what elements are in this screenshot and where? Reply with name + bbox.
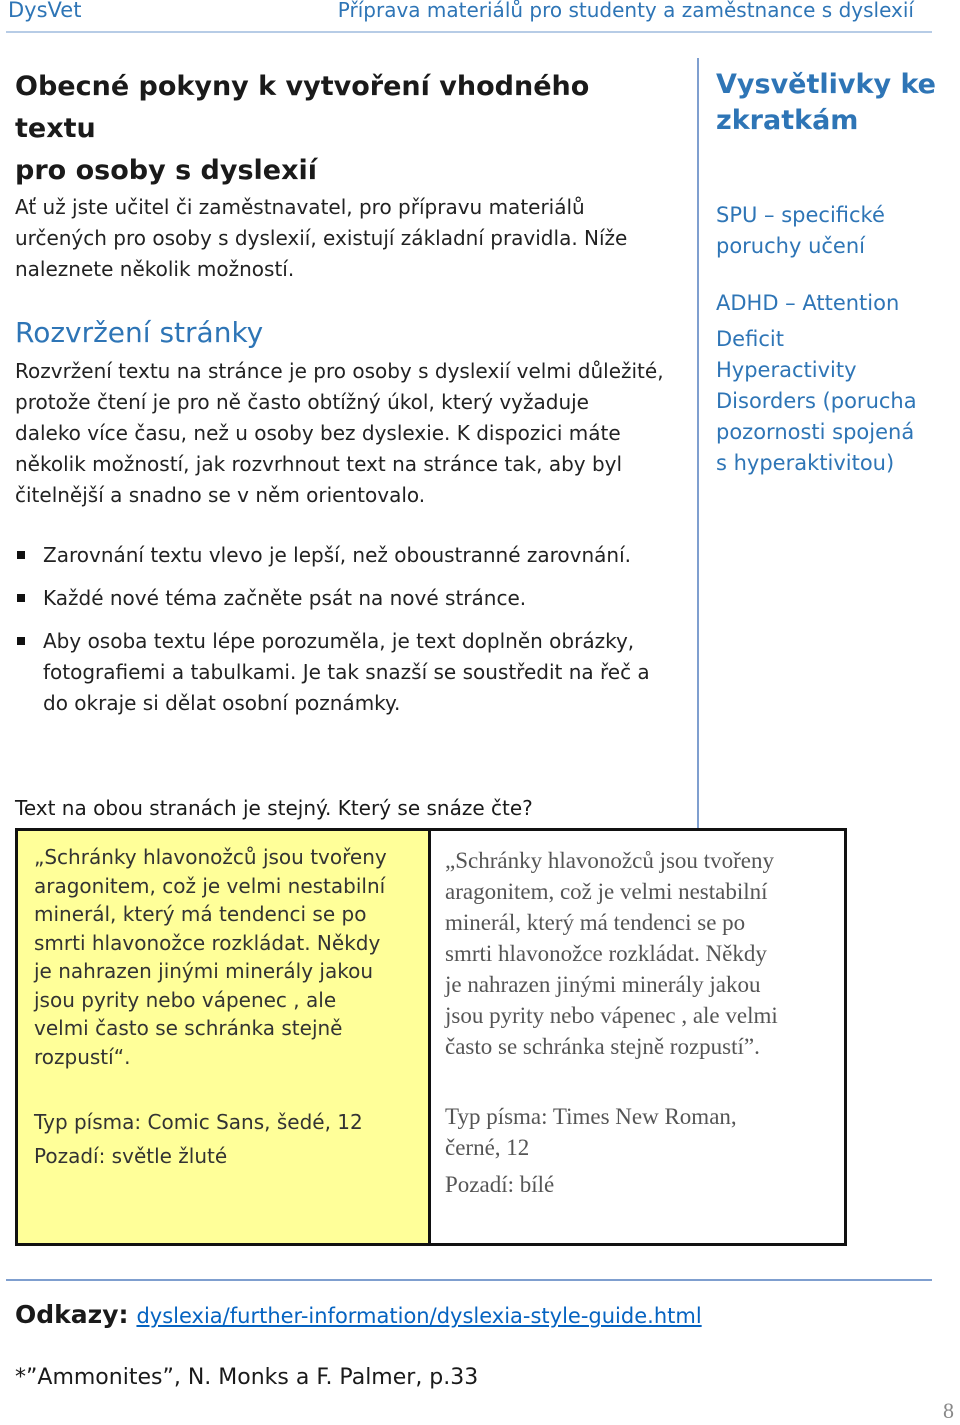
sample-line: je nahrazen jinými minerály jakou [34,959,374,983]
sample-line: aragonitem, což je velmi nestabilní [34,873,386,898]
comparison-question: Text na obou stranách je stejný. Který se snáze čte? [15,796,533,820]
header-divider [6,31,932,33]
glossary-line: ADHD – Attention [716,291,900,315]
glossary-line: Deficit [716,327,784,351]
note-line: Pozadí: světle žluté [34,1144,228,1168]
sample-line: jsou pyrity nebo vápenec , ale [34,987,337,1012]
square-bullet-icon [17,637,25,645]
glossary-item-spu [716,200,885,262]
sample-line: je nahrazen jinými minerály jakou [445,972,761,997]
sidebar-title-line: zkratkám [716,105,859,136]
list-item-text: Zarovnání textu vlevo je lepší, než oboustranné zarovnání. [43,543,631,567]
note-line: Pozadí: bílé [445,1172,555,1197]
list-item-text: Každé nové téma začněte psát na nové stránce. [43,586,527,610]
section-line: čitelnější a snadno se v něm orientovalo. [15,483,426,507]
glossary-line: pozornosti spojená [716,420,915,444]
sample-line: smrti hlavonožce rozkládat. Někdy [445,941,767,966]
yellow-sample-panel [18,831,431,1243]
sidebar-title [716,67,936,139]
sample-line: minerál, který má tendenci se po [34,902,367,926]
section-line: několik možností, jak rozvrhnout text na stránce tak, aby byl [15,452,623,476]
list-item-text: fotografiemi a tabulkami. Je tak snazší se soustředit na řeč a [43,660,650,684]
citation: *”Ammonites”, N. Monks a F. Palmer, p.33 [15,1365,479,1390]
sample-line: smrti hlavonožce rozkládat. Někdy [34,930,381,955]
note-line: Typ písma: Comic Sans, šedé, 12 [34,1110,363,1134]
intro-paragraph [15,192,675,285]
list-item-text: Aby osoba textu lépe porozuměla, je text doplněn obrázky, [43,629,635,653]
section-line: protože čtení je pro ně často obtížný úkol, který vyžaduje [15,390,589,414]
square-bullet-icon [17,594,25,602]
header-left-title: DysVet [8,0,82,22]
section-line: Rozvržení textu na stránce je pro osoby s dyslexií velmi důležité, [15,359,664,383]
list-item [15,583,685,614]
section-paragraph [15,356,691,511]
page-number: 8 [943,1398,954,1423]
sample-line: minerál, který má tendenci se po [445,910,746,935]
white-sample-text [445,845,778,1062]
glossary-line: Hyperactivity [716,358,857,382]
note-line: Typ písma: Times New Roman, [445,1104,737,1129]
intro-line: určených pro osoby s dyslexií, existují základní pravidla. Níže [15,226,628,250]
sample-line: velmi často se schránka stejně [34,1016,343,1040]
references-label: Odkazy: [15,1300,129,1329]
page-title [15,66,675,192]
sample-line: rozpustí“. [34,1044,131,1069]
glossary-line: poruchy učení [716,234,865,258]
glossary-item-adhd [716,288,917,479]
glossary-line: SPU – specifické [716,203,885,227]
sample-line: „Schránky hlavonožců jsou tvořeny [34,845,387,869]
list-item [15,626,685,719]
note-line: černé, 12 [445,1135,530,1160]
white-sample-note [445,1101,737,1200]
sample-line: jsou pyrity nebo vápenec , ale velmi [445,1003,778,1028]
references [15,1300,702,1329]
list-item [15,540,685,571]
glossary-line: Disorders (porucha [716,389,917,413]
section-heading: Rozvržení stránky [15,316,264,349]
comparison-box [15,828,847,1246]
sample-line: často se schránka stejně rozpustí”. [445,1034,760,1059]
style-guide-link[interactable]: dyslexia/further-information/dyslexia-style-guide.html [136,1304,702,1328]
square-bullet-icon [17,551,25,559]
intro-line: naleznete několik možností. [15,257,295,281]
footer-divider [6,1279,932,1281]
sample-line: „Schránky hlavonožců jsou tvořeny [445,848,774,873]
header-right-title: Příprava materiálů pro studenty a zaměstnance s dyslexií [337,0,914,22]
page-title-line: pro osoby s dyslexií [15,155,318,186]
white-sample-panel [431,831,844,1243]
glossary-line: s hyperaktivitou) [716,451,895,475]
yellow-sample-text [34,843,387,1071]
page-title-line: Obecné pokyny k vytvoření vhodného textu [15,71,590,144]
section-line: daleko více času, než u osoby bez dyslexie. K dispozici máte [15,421,621,445]
yellow-sample-note [34,1105,363,1173]
sidebar-title-line: Vysvětlivky ke [716,69,936,100]
sample-line: aragonitem, což je velmi nestabilní [445,879,768,904]
list-item-text: do okraje si dělat osobní poznámky. [43,691,401,715]
column-divider [697,58,699,828]
intro-line: Ať už jste učitel či zaměstnavatel, pro přípravu materiálů [15,195,585,219]
tips-list [15,540,685,719]
